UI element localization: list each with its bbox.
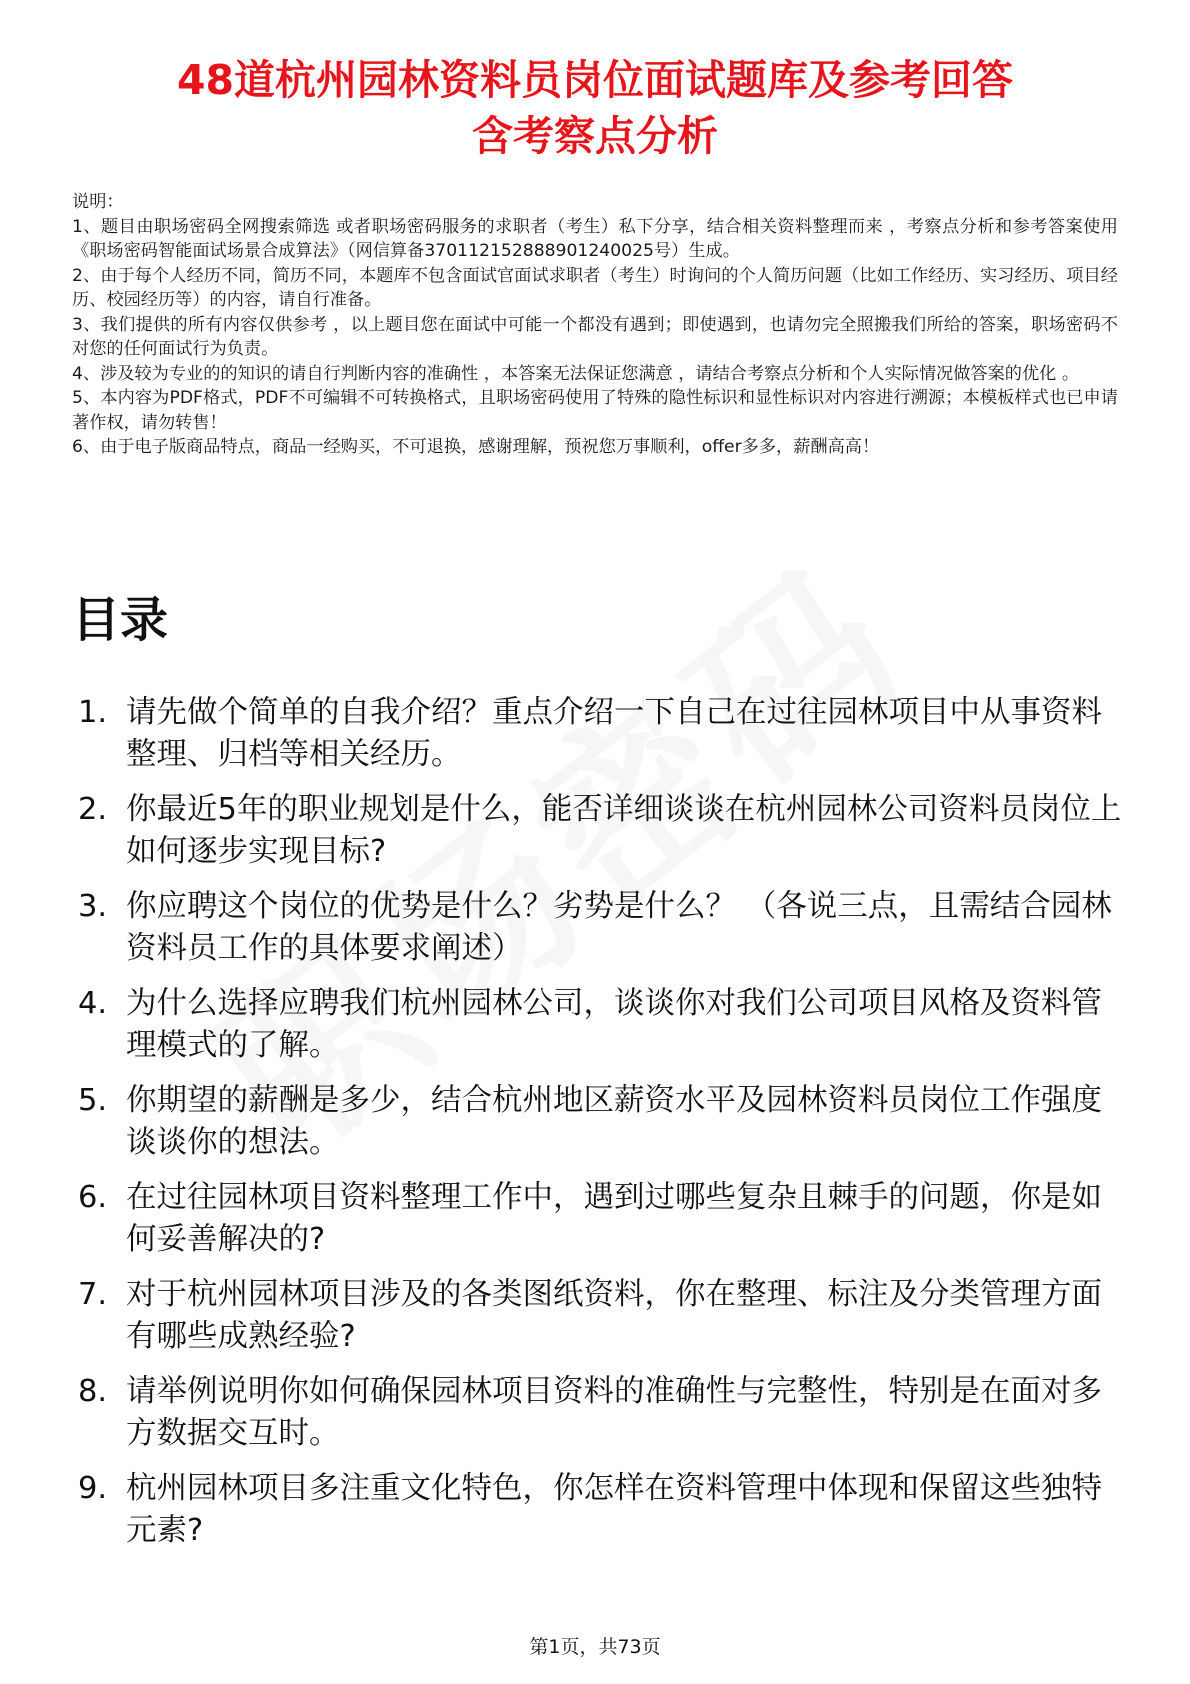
toc-item-1[interactable]: [72, 692, 1132, 776]
note-item-3: 3、我们提供的所有内容仅供参考 ，以上题目您在面试中可能一个都没有遇到；即使遇到，也请勿完全照搬我们所给的答案，职场密码不对您的任何面试行为负责。: [72, 314, 1118, 359]
toc-item-number: 8.: [78, 1374, 108, 1409]
notes-section: [72, 190, 1118, 460]
toc-item-number: 1.: [78, 695, 108, 730]
toc-item-text: 请举例说明你如何确保园林项目资料的准确性与完整性，特别是在面对多方数据交互时。: [126, 1374, 1102, 1451]
toc-item-text: 在过往园林项目资料整理工作中，遇到过哪些复杂且棘手的问题，你是如何妥善解决的?: [126, 1180, 1102, 1257]
toc-item-text: 你应聘这个岗位的优势是什么？劣势是什么？ （各说三点，且需结合园林资料员工作的具体要求阐述）: [126, 889, 1112, 966]
notes-label: 说明：: [72, 192, 124, 212]
toc-item-number: 5.: [78, 1083, 108, 1118]
toc-heading: 目录: [72, 592, 169, 648]
toc-item-number: 4.: [78, 986, 108, 1021]
toc-item-text: 你期望的薪酬是多少，结合杭州地区薪资水平及园林资料员岗位工作强度谈谈你的想法。: [126, 1083, 1102, 1160]
toc-item-text: 杭州园林项目多注重文化特色，你怎样在资料管理中体现和保留这些独特元素?: [126, 1471, 1102, 1548]
toc-item-9[interactable]: [72, 1468, 1132, 1552]
toc-item-5[interactable]: [72, 1080, 1132, 1164]
toc-item-number: 7.: [78, 1277, 108, 1312]
toc-item-2[interactable]: [72, 789, 1132, 873]
toc-item-text: 为什么选择应聘我们杭州园林公司，谈谈你对我们公司项目风格及资料管理模式的了解。: [126, 986, 1102, 1063]
toc-item-3[interactable]: [72, 886, 1132, 970]
title-line-1: 48道杭州园林资料员岗位面试题库及参考回答: [176, 56, 1014, 104]
note-item-6: 6、由于电子版商品特点，商品一经购买，不可退换，感谢理解，预祝您万事顺利，offer多多，薪酬高高！: [72, 437, 880, 457]
toc-item-number: 9.: [78, 1471, 108, 1506]
note-item-5: 5、本内容为PDF格式，PDF不可编辑不可转换格式，且职场密码使用了特殊的隐性标识和显性标识对内容进行溯源；本模板样式也已申请著作权，请勿转售！: [72, 388, 1118, 433]
title-line-2: 含考察点分析: [472, 112, 718, 160]
toc-item-4[interactable]: [72, 983, 1132, 1067]
toc-item-7[interactable]: [72, 1274, 1132, 1358]
page-footer: 第1页，共73页: [529, 1636, 661, 1658]
toc-item-text: 请先做个简单的自我介绍？重点介绍一下自己在过往园林项目中从事资料整理、归档等相关经历。: [126, 695, 1102, 772]
note-item-1: 1、题目由职场密码全网搜索筛选 或者职场密码服务的求职者（考生）私下分享，结合相关资料整理而来 ，考察点分析和参考答案使用《职场密码智能面试场景合成算法》（网信算备370112152888901240025号）生成。: [72, 216, 1118, 261]
toc-item-number: 2.: [78, 792, 108, 827]
toc-item-text: 对于杭州园林项目涉及的各类图纸资料，你在整理、标注及分类管理方面有哪些成熟经验?: [126, 1277, 1102, 1354]
toc-item-6[interactable]: [72, 1177, 1132, 1261]
page-title: [60, 52, 1130, 164]
note-item-4: 4、涉及较为专业的的知识的请自行判断内容的准确性 ，本答案无法保证您满意 ，请结合考察点分析和个人实际情况做答案的优化 。: [72, 363, 1080, 384]
toc-item-number: 6.: [78, 1180, 108, 1215]
toc-item-number: 3.: [78, 889, 108, 924]
toc-item-8[interactable]: [72, 1371, 1132, 1455]
toc-list: [72, 692, 1132, 1565]
note-item-2: 2、由于每个人经历不同，简历不同，本题库不包含面试官面试求职者（考生）时询问的个人简历问题（比如工作经历、实习经历、项目经历、校园经历等）的内容，请自行准备。: [72, 265, 1118, 310]
toc-item-text: 你最近5年的职业规划是什么，能否详细谈谈在杭州园林公司资料员岗位上如何逐步实现目标?: [126, 792, 1122, 869]
